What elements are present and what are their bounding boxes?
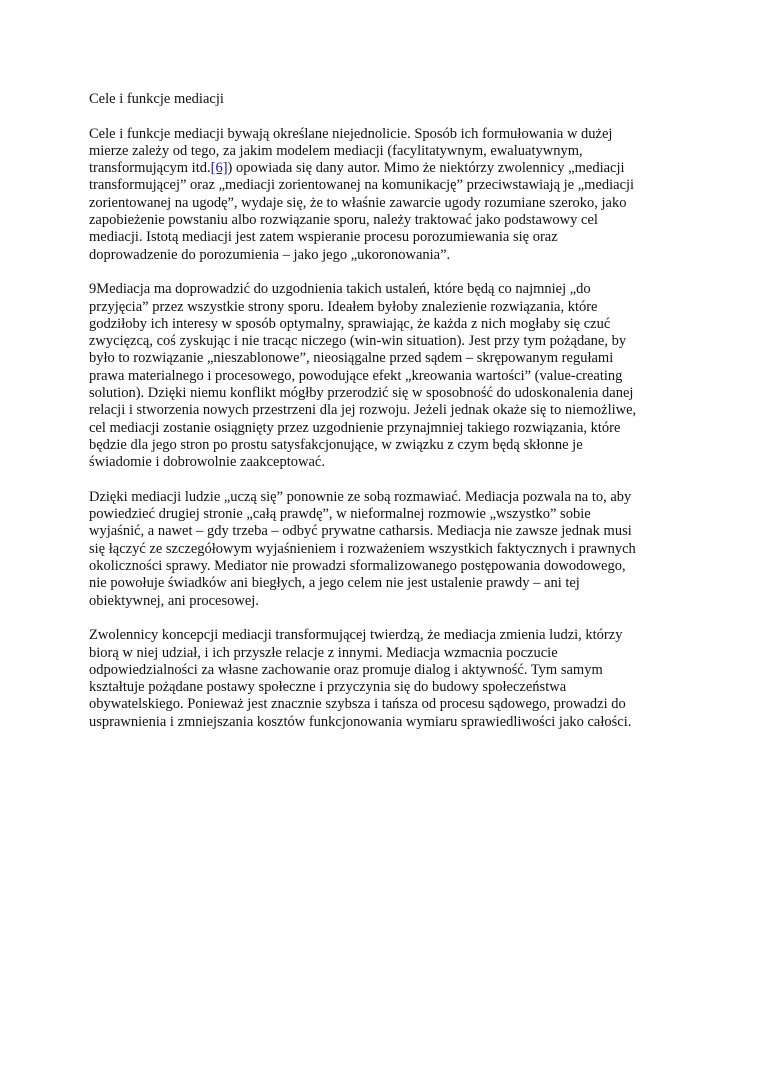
- text-line: transformującej” oraz „mediacji zorientowanej na komunikację” przeciwstawiają je „mediacji: [89, 177, 635, 194]
- text-line: było to rozwiązanie „nieszablonowe”, nieosiągalne przed sądem – skrępowanym regułami: [89, 350, 614, 367]
- document-title: Cele i funkcje mediacji: [89, 91, 224, 107]
- text-line: będzie dla jego stron po prostu satysfakcjonujące, w związku z czym będą skłonne je: [89, 436, 583, 453]
- text-line: Zwolennicy koncepcji mediacji transformującej twierdzą, że mediacja zmienia ludzi, którzy: [89, 627, 623, 644]
- text-line: biorą w niej udział, i ich przyszłe relacje z innymi. Mediacja wzmacnia poczucie: [89, 644, 558, 661]
- text-line: przyjęcia” przez wszystkie strony sporu. Ideałem byłoby znalezienie rozwiązania, które: [89, 298, 598, 315]
- paragraph-agreement: [89, 281, 679, 471]
- text-line: świadomie i dobrowolnie zaakceptować.: [89, 454, 325, 471]
- paragraph-communication: [89, 489, 679, 610]
- text-line: obiektywnej, ani procesowej.: [89, 592, 259, 609]
- text-line: 9Mediacja ma doprowadzić do uzgodnienia takich ustaleń, które będą co najmniej „do: [89, 281, 591, 298]
- paragraph-transformative: [89, 627, 679, 731]
- text-line: zwycięzcą, coś zyskując i nie tracąc niczego (win-win situation). Jest przy tym pożądane, by: [89, 333, 627, 350]
- text-line: doprowadzenie do porozumienia – jako jego „ukoronowania”.: [89, 246, 451, 263]
- text-fragment: transformującym itd.: [89, 160, 211, 177]
- text-line: zorientowanej na ugodę”, wydaje się, że to właśnie zawarcie ugody rozumiane szeroko, jako: [89, 194, 627, 211]
- paragraph-goals-intro: [89, 126, 679, 264]
- text-line: Cele i funkcje mediacji bywają określane niejednolicie. Sposób ich formułowania w dużej: [89, 125, 613, 142]
- text-line: powiedzieć drugiej stronie „całą prawdę”, w nieformalnej rozmowie „wszystko” sobie: [89, 506, 591, 523]
- text-line: mediacji. Istotą mediacji jest zatem wspieranie procesu porozumiewania się oraz: [89, 229, 558, 246]
- text-line: relacji i stworzenia nowych przestrzeni dla jej rozwoju. Jeżeli jednak okaże się to niemożliwe,: [89, 402, 637, 419]
- footnote-link[interactable]: [6]: [210, 160, 228, 177]
- text-line: się łączyć ze szczegółowym wyjaśnieniem i rozważeniem wszystkich faktycznych i prawnych: [89, 540, 636, 557]
- text-line: solution). Dzięki niemu konflikt mógłby przerodzić się w sposobność do udoskonalenia danej: [89, 385, 634, 402]
- text-line: mierze zależy od tego, za jakim modelem mediacji (facylitatywnym, ewaluatywnym,: [89, 142, 583, 159]
- text-line: obywatelskiego. Ponieważ jest znacznie szybsza i tańsza od procesu sądowego, prowadzi do: [89, 696, 626, 713]
- text-line: godziłoby ich interesy w sposób optymalny, sprawiając, że każda z nich mogłaby się czuć: [89, 315, 611, 332]
- document-page: [89, 91, 679, 748]
- text-line: okoliczności sprawy. Mediator nie prowadzi sformalizowanego postępowania dowodowego,: [89, 558, 626, 575]
- text-line: kształtuje pożądane postawy społeczne i przyczynia się do budowy społeczeństwa: [89, 679, 567, 696]
- text-line: Dzięki mediacji ludzie „uczą się” ponownie ze sobą rozmawiać. Mediacja pozwala na to, aby: [89, 488, 632, 505]
- text-line-with-footnote: [89, 160, 679, 177]
- text-line: nie powołuje świadków ani biegłych, a jego celem nie jest ustalenie prawdy – ani tej: [89, 575, 580, 592]
- text-line: usprawnienia i zmniejszania kosztów funkcjonowania wymiaru sprawiedliwości jako całości.: [89, 713, 632, 730]
- text-fragment: ) opowiada się dany autor. Mimo że niektórzy zwolennicy „mediacji: [227, 160, 625, 177]
- text-line: wyjaśnić, a nawet – gdy trzeba – odbyć prywatne catharsis. Mediacja nie zawsze jednak musi: [89, 523, 632, 540]
- text-line: cel mediacji zostanie osiągnięty przez uzgodnienie przynajmniej takiego rozwiązania, które: [89, 419, 621, 436]
- text-line: prawa materialnego i procesowego, powodujące efekt „kreowania wartości” (value-creating: [89, 367, 623, 384]
- text-line: zapobieżenie powstaniu albo rozwiązanie sporu, należy traktować jako podstawowy cel: [89, 212, 598, 229]
- text-line: odpowiedzialności za własne zachowanie oraz promuje dialog i aktywność. Tym samym: [89, 661, 603, 678]
